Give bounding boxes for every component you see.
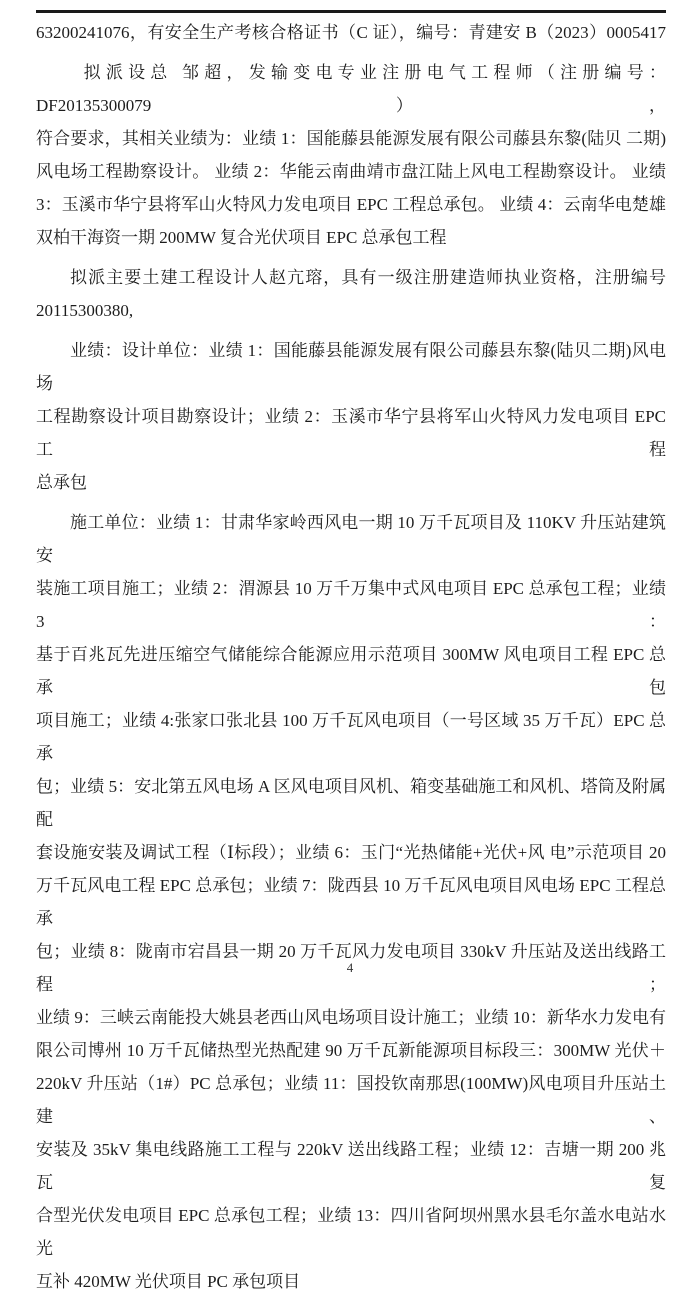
page-number: 4: [346, 960, 354, 975]
text-line: 安装及 35kV 集电线路施工工程与 220kV 送出线路工程；业绩 12：吉塘一期 200 兆瓦复: [36, 1140, 666, 1192]
text-line: 符合要求，其相关业绩为：业绩 1：国能藤县能源发展有限公司藤县东黎(陆贝 二期): [36, 129, 666, 148]
design-unit-achievements-paragraph: [36, 334, 666, 499]
header-rule: [36, 10, 666, 13]
text-line: 装施工项目施工；业绩 2：渭源县 10 万千万集中式风电项目 EPC 总承包工程；业绩 3：: [36, 579, 666, 631]
text-line: 包；业绩 8：陇南市宕昌县一期 20 万千瓦风力发电项目 330kV 升压站及送出线路工程；: [36, 942, 666, 994]
construction-unit-achievements-paragraph: [36, 506, 666, 1298]
text-line: 基于百兆瓦先进压缩空气储能综合能源应用示范项目 300MW 风电项目工程 EPC 总承包: [36, 645, 666, 697]
text-line: 总承包: [36, 473, 87, 492]
text-line: 拟派设总 邹超，发输变电专业注册电气工程师（注册编号：DF20135300079），: [36, 63, 666, 115]
text-line: 63200241076，有安全生产考核合格证书（C 证），编号：青建安 B（2023）0005417: [36, 23, 666, 42]
text-line: 包；业绩 5：安北第五风电场 A 区风电项目风机、箱变基础施工和风机、塔筒及附属配: [36, 777, 666, 829]
text-line: 220kV 升压站（1#）PC 总承包；业绩 11：国投钦南那思(100MW)风电项目升压站土建、: [36, 1074, 666, 1126]
text-line: 项目施工；业绩 4:张家口张北县 100 万千瓦风电项目（一号区域 35 万千瓦）EPC 总承: [36, 711, 666, 763]
text-line: 3：玉溪市华宁县将军山火特风力发电项目 EPC 工程总承包。 业绩 4：云南华电楚雄: [36, 195, 666, 214]
certificate-continuation-paragraph: [36, 16, 666, 49]
text-line: 业绩 9：三峡云南能投大姚县老西山风电场项目设计施工；业绩 10：新华水力发电有: [36, 1008, 666, 1027]
text-line: 双柏干海资一期 200MW 复合光伏项目 EPC 总承包工程: [36, 228, 447, 247]
proposed-chief-designer-paragraph: [36, 56, 666, 254]
document-body: [36, 16, 666, 1298]
text-line: 万千瓦风电工程 EPC 总承包；业绩 7：陇西县 10 万千瓦风电项目风电场 EPC 工程总承: [36, 876, 666, 928]
text-line: 合型光伏发电项目 EPC 总承包工程；业绩 13：四川省阿坝州黑水县毛尔盖水电站水光: [36, 1206, 666, 1258]
text-line: 工程勘察设计项目勘察设计；业绩 2：玉溪市华宁县将军山火特风力发电项目 EPC 工程: [36, 407, 666, 459]
text-line: 风电场工程勘察设计。 业绩 2：华能云南曲靖市盘江陆上风电工程勘察设计。 业绩: [36, 162, 666, 181]
text-line: 限公司博州 10 万千瓦储热型光热配建 90 万千瓦新能源项目标段三：300MW 光伏＋: [36, 1041, 666, 1060]
text-line: 业绩：设计单位：业绩 1：国能藤县能源发展有限公司藤县东黎(陆贝二期)风电场: [36, 341, 666, 393]
text-line: 套设施安装及调试工程（Ⅰ标段）；业绩 6：玉门“光热储能+光伏+风 电”示范项目 20: [36, 843, 666, 862]
text-line: 施工单位：业绩 1：甘肃华家岭西风电一期 10 万千瓦项目及 110KV 升压站建筑安: [36, 513, 666, 565]
text-line: 互补 420MW 光伏项目 PC 承包项目: [36, 1272, 301, 1291]
proposed-civil-designer-paragraph: [36, 261, 666, 327]
text-line: 20115300380,: [36, 301, 134, 320]
text-line: 拟派主要土建工程设计人赵亢瑢，具有一级注册建造师执业资格，注册编号: [70, 268, 666, 287]
